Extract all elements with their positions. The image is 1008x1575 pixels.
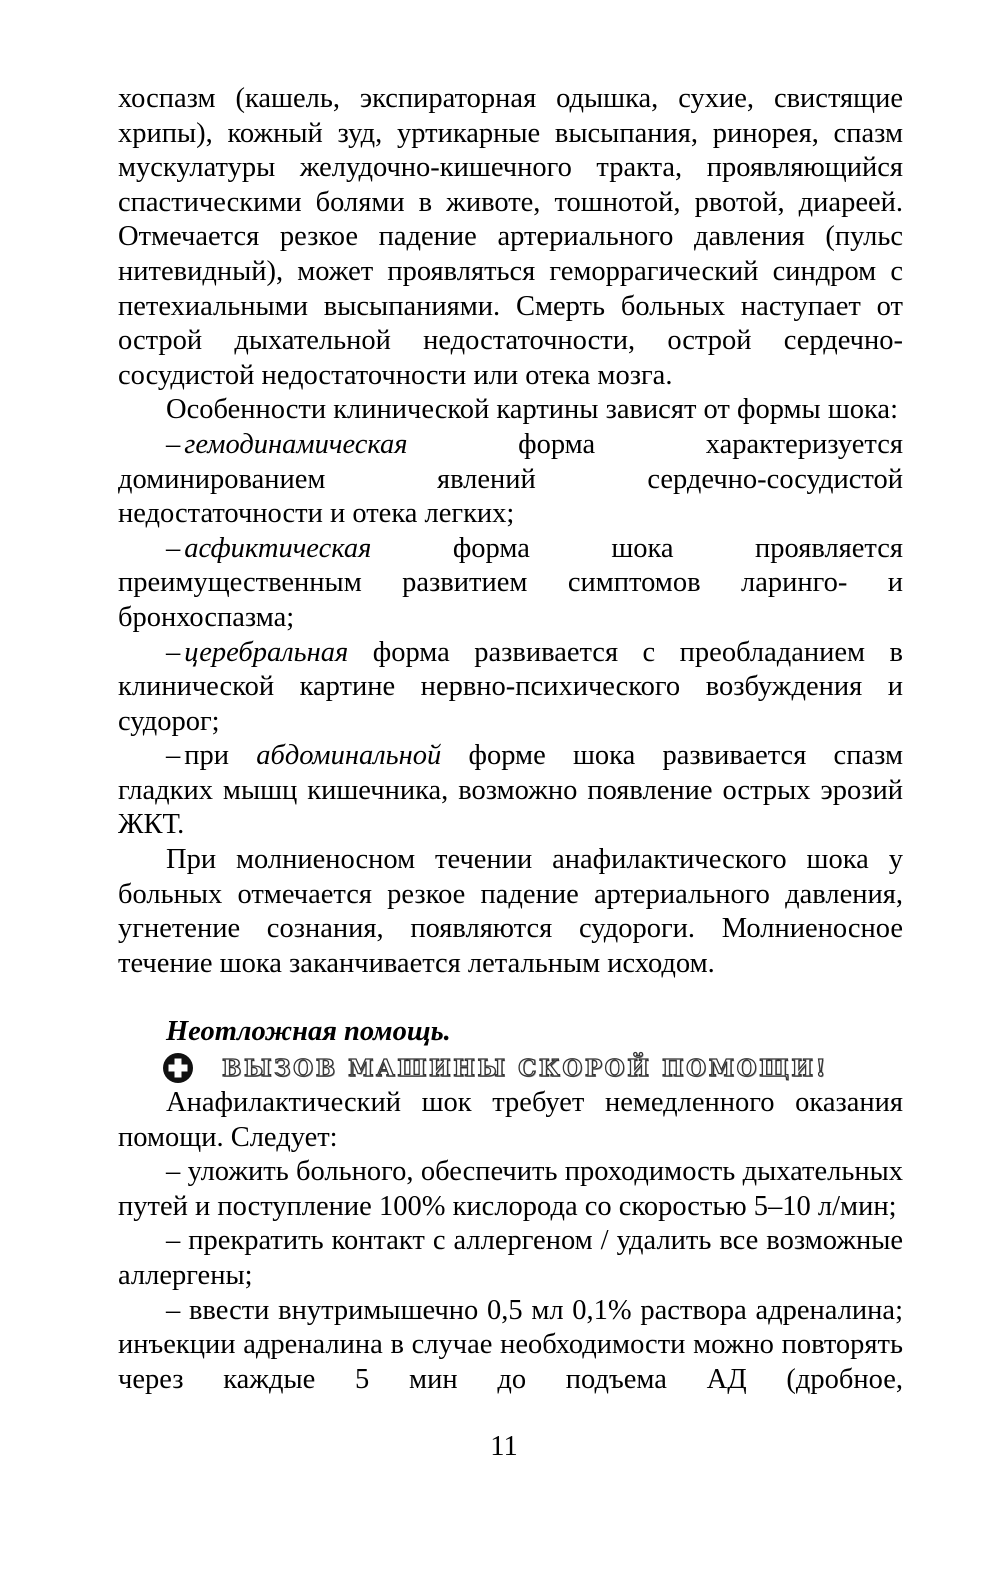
page-number: 11 [490,1431,518,1462]
page-body [118,82,903,1397]
dash: – [166,532,181,564]
term-asphyxic: асфиктическая [184,532,372,564]
section-spacer [118,981,903,1015]
list-item-abdominal: – при абдоминальной форме шока развивается спазм гладких мышц кишечника, возможно появление острых эрозий ЖКТ. [118,740,903,841]
list-item-asphyxic: – асфиктическая форма шока проявляется преимущественным развитием симптомов ларинго- и бронхоспазма; [118,532,903,633]
paragraph-fulminant: При молниеносном течении анафилактического шока у больных отмечается резкое падение артериального давления, угнетение сознания, появляются судороги. Молниеносное течение шока заканчивается летальным исходом. [118,844,903,979]
dash: – [166,740,181,772]
step-oxygen: – уложить больного, обеспечить проходимость дыхательных путей и поступление 100% кислорода со скоростью 5–10 л/мин; [118,1156,903,1222]
list-item-hemodynamic: – гемодинамическая форма характеризуется доминированием явлений сердечно-сосудистой недостаточности и отека легких; [118,428,903,530]
section-heading: Неотложная помощь. [166,1016,451,1048]
callout-text: ВЫЗОВ МАШИНЫ СКОРОЙ ПОМОЩИ! [222,1054,829,1082]
paragraph-symptoms: хоспазм (кашель, экспираторная одышка, сухие, свистящие хрипы), кожный зуд, уртикарные высыпания, ринорея, спазм мускулатуры желудочно-кишечного тракта, проявляющийся спастическими болями в животе, тошнотой, рвотой, диареей. Отмечается резкое падение артериального давления (пульс нитевидный), может проявляться геморрагический синдром с петехиальными высыпаниями. Смерть больных наступает от острой дыхательной недостаточности, острой сердечно-сосудистой недостаточности или отека мозга. [118,83,903,391]
paragraph-forms-intro: Особенности клинической картины зависят от формы шока: [166,394,898,426]
step-adrenaline: – ввести внутримышечно 0,5 мл 0,1% раствора адреналина; инъекции адреналина в случае необходимости можно повторять через каждые 5 мин до подъема АД (дробное, [118,1294,903,1395]
emergency-callout [162,1050,903,1086]
list-item-cerebral: – церебральная форма развивается с преобладанием в клинической картине нервно-психического возбуждения и судорог; [118,636,903,737]
term-cerebral: церебральная [184,636,349,668]
dash: – [166,636,181,668]
paragraph-emergency-intro: Анафилактический шок требует немедленного оказания помощи. Следует: [118,1087,903,1153]
term-hemodynamic: гемодинамическая [184,428,408,460]
step-allergen: – прекратить контакт с аллергеном / удалить все возможные аллергены; [118,1225,903,1291]
medical-cross-icon [162,1052,194,1084]
term-abdominal: абдоминальной [256,740,442,772]
dash: – [166,428,181,460]
